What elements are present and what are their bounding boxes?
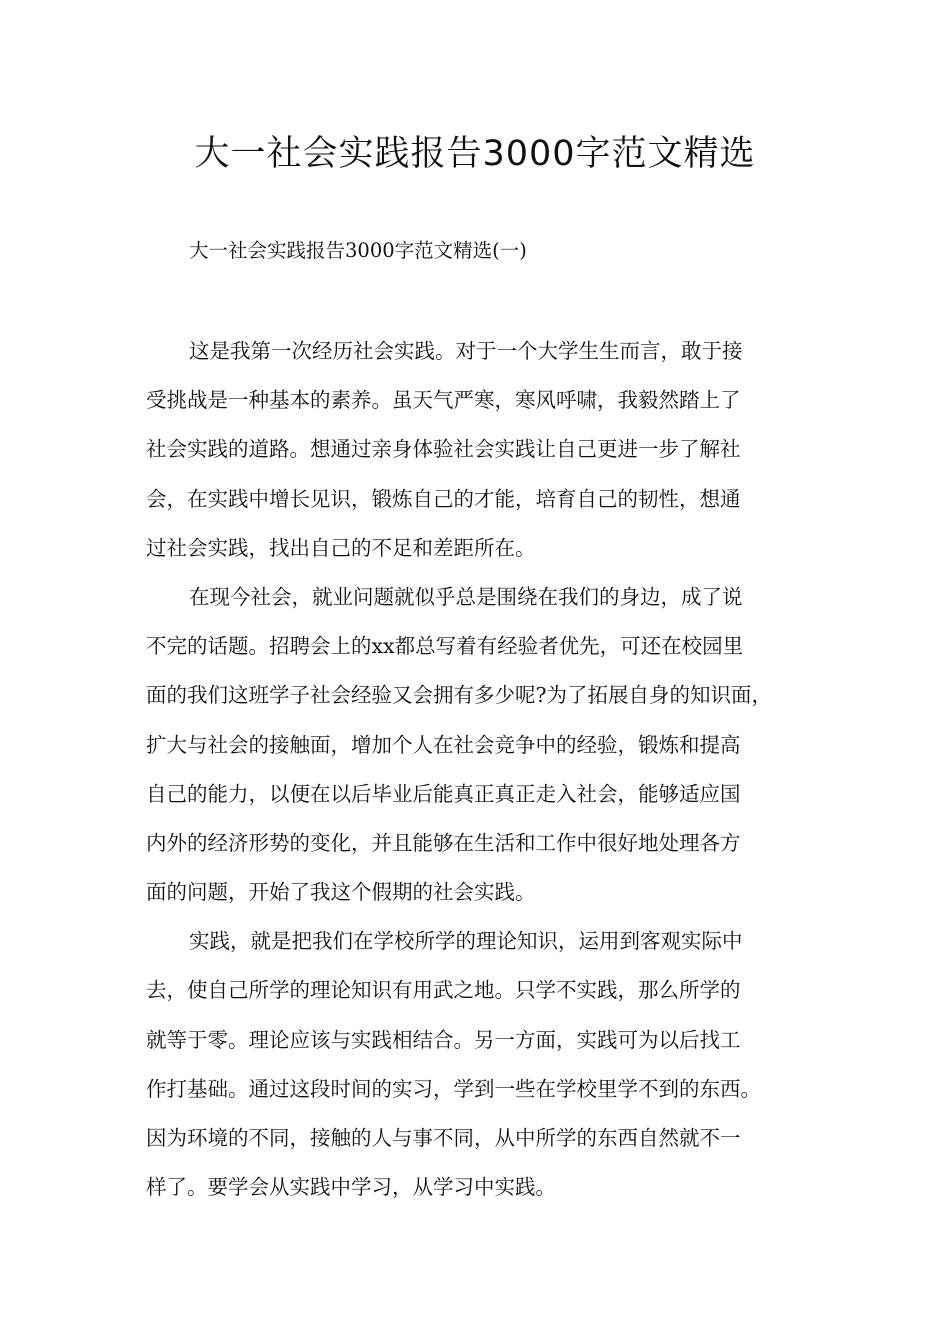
text-line: 去，使自己所学的理论知识有用武之地。只学不实践，那么所学的 <box>146 978 741 1003</box>
text-line: 过社会实践，找出自己的不足和差距所在。 <box>146 535 536 560</box>
text-line: 就等于零。理论应该与实践相结合。另一方面，实践可为以后找工 <box>146 1027 741 1052</box>
text-line: 内外的经济形势的变化，并且能够在生活和工作中很好地处理各方 <box>146 830 741 855</box>
text-line: 作打基础。通过这段时间的实习，学到一些在学校里学不到的东西。 <box>146 1076 761 1101</box>
text-line: 因为环境的不同，接触的人与事不同，从中所学的东西自然就不一 <box>146 1126 741 1150</box>
text-line: 实践，就是把我们在学校所学的理论知识，运用到客观实际中 <box>189 929 743 954</box>
text-line: 这是我第一次经历社会实践。对于一个大学生生而言，敢于接 <box>189 339 743 363</box>
text-line: 面的问题，开始了我这个假期的社会实践。 <box>146 880 536 905</box>
text-line: 自己的能力，以便在以后毕业后能真正真正走入社会，能够适应国 <box>146 781 741 806</box>
document-title: 大一社会实践报告3000字范文精选 <box>194 134 756 174</box>
document-subtitle: 大一社会实践报告3000字范文精选(一) <box>189 239 527 262</box>
document-body <box>146 334 826 1219</box>
text-line: 面的我们这班学子社会经验又会拥有多少呢?为了拓展自身的知识面， <box>146 683 772 708</box>
text-line: 社会实践的道路。想通过亲身体验社会实践让自己更进一步了解社 <box>146 437 741 462</box>
text-line: 样了。要学会从实践中学习，从学习中实践。 <box>146 1175 556 1200</box>
text-line: 在现今社会，就业问题就似乎总是围绕在我们的身边，成了说 <box>189 584 743 609</box>
text-line: 会，在实践中增长见识，锻炼自己的才能，培育自己的韧性，想通 <box>146 486 741 511</box>
text-line: 受挑战是一种基本的素养。虽天气严寒，寒风呼啸，我毅然踏上了 <box>146 388 741 413</box>
text-line: 不完的话题。招聘会上的xx都总写着有经验者优先，可还在校园里 <box>146 634 744 659</box>
text-line: 扩大与社会的接触面，增加个人在社会竞争中的经验，锻炼和提高 <box>146 732 741 757</box>
